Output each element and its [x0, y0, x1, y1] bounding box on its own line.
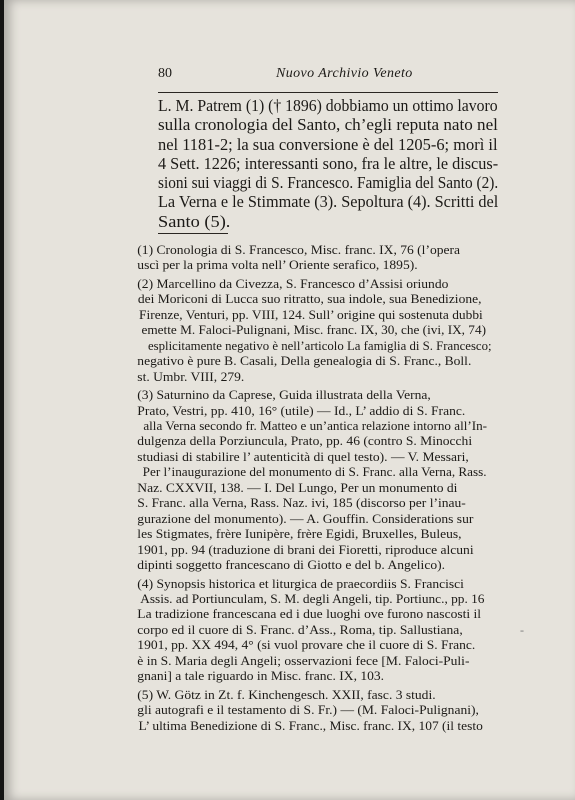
page-number: 80 [158, 66, 172, 81]
footnote-line: alla Verna secondo fr. Matteo e un’antica relazione intorno all’In- [143, 418, 488, 433]
footnote-line: les Stigmates, frère Iunipère, frère Egidi, Bruxelles, Buleus, [137, 527, 462, 542]
footnote-line: esplicitamente negativo è nell’articolo La famiglia di S. Francesco; [147, 338, 492, 353]
main-text [158, 96, 503, 231]
footnote-line: 1901, pp. XX 494, 4° (si vuol provare che il cuore di S. Franc. [137, 638, 476, 653]
footnote-line: (1) Cronologia di S. Francesco, Misc. franc. IX, 76 (l’opera [137, 243, 461, 257]
footnote-line: emette M. Faloci-Pulignani, Misc. franc. IX, 30, che (ivi, IX, 74) [141, 323, 486, 338]
main-text-line: La Verna e le Stimmate (3). Sepoltura (4). Scritti del [158, 192, 499, 212]
footnote-line: Per l’inaugurazione del monumento di S. Franc. alla Verna, Rass. [142, 465, 487, 480]
footnote-line: La tradizione francescana ed i due luoghi ove furono nascosti il [137, 607, 482, 622]
footnote-line: gurazione del monumento). — A. Gouffin. Considerations sur [137, 511, 474, 526]
footnote-line: Naz. CXXVII, 138. — I. Del Lungo, Per un monumento di [137, 480, 458, 495]
footnote-line: studiasi di stabilire l’ autenticità di quel testo). — V. Messari, [137, 449, 469, 464]
footnote-line: dipinti soggetto francescano di Giotto e del b. Angelico). [137, 558, 446, 573]
header-rule [158, 92, 498, 93]
footnote-line: S. Franc. alla Verna, Rass. Naz. ivi, 185 (discorso per l’inau- [137, 496, 466, 511]
footnote-line: (3) Saturnino da Caprese, Guida illustrata della Verna, [137, 388, 431, 403]
main-text-line: Santo (5). [158, 211, 231, 231]
footnote-line: st. Umbr. VIII, 279. [137, 369, 245, 384]
footnote-line: corpo ed il cuore di S. Franc. d’Ass., Roma, tip. Sallustiana, [137, 622, 463, 637]
footnote-line: uscì per la prima volta nell’ Oriente serafico, 1895). [137, 258, 418, 273]
footnote-line: 1901, pp. 94 (traduzione di brani dei Fioretti, riproduce alcuni [137, 542, 474, 557]
main-text-line: 4 Sett. 1226; interessanti sono, fra le altre, le discus- [158, 153, 499, 173]
margin-mark: - [520, 623, 524, 637]
main-text-line: sioni sui viaggi di S. Francesco. Famiglia del Santo (2). [158, 173, 499, 193]
footnote-line: L’ ultima Benedizione di S. Franc., Misc. franc. IX, 107 (il testo [138, 718, 483, 733]
main-text-line: L. M. Patrem (1) († 1896) dobbiamo un ottimo lavoro [158, 96, 498, 115]
footnote-line: (2) Marcellino da Civezza, S. Francesco d’Assisi oriundo [137, 276, 449, 291]
footnote-line: è in S. Maria degli Angeli; osservazioni fece [M. Faloci-Puli- [137, 653, 470, 668]
footnote-line: negativo è pure B. Casali, Della genealogia di S. Franc., Boll. [137, 354, 472, 369]
footnotes [137, 243, 503, 734]
footnote-line: dei Moriconi di Lucca suo ritratto, sua indole, sua Benedizione, [137, 292, 482, 307]
footnote-line: gnani] a tale riguardo in Misc. franc. IX, 103. [137, 669, 385, 684]
main-text-line: nel 1181-2; la sua conversione è del 1205-6; morì il [158, 134, 498, 154]
footnote-separator [158, 233, 228, 234]
footnote-line: (4) Synopsis historica et liturgica de praecordiis S. Francisci [137, 576, 464, 591]
footnote-line: Prato, Vestri, pp. 410, 16° (utile) — Id., L’ addio di S. Franc. [137, 403, 466, 418]
main-text-line: sulla cronologia del Santo, ch’egli reputa nato nel [158, 115, 498, 135]
running-title: Nuovo Archivio Veneto [276, 66, 413, 81]
footnote-line: gli autografi e il testamento di S. Fr.) — (M. Faloci-Pulignani), [137, 703, 479, 718]
footnote-line: dulgenza della Porziuncula, Prato, pp. 46 (contro S. Minocchi [137, 434, 473, 449]
footnote-line: Assis. ad Portiunculam, S. M. degli Angeli, tip. Portiunc., pp. 16 [140, 591, 485, 606]
footnote-line: Firenze, Venturi, pp. VIII, 124. Sull’ origine qui sostenuta dubbi [139, 307, 483, 322]
footnote-line: (5) W. Götz in Zt. f. Kinchengesch. XXII, fasc. 3 studi. [137, 687, 436, 702]
